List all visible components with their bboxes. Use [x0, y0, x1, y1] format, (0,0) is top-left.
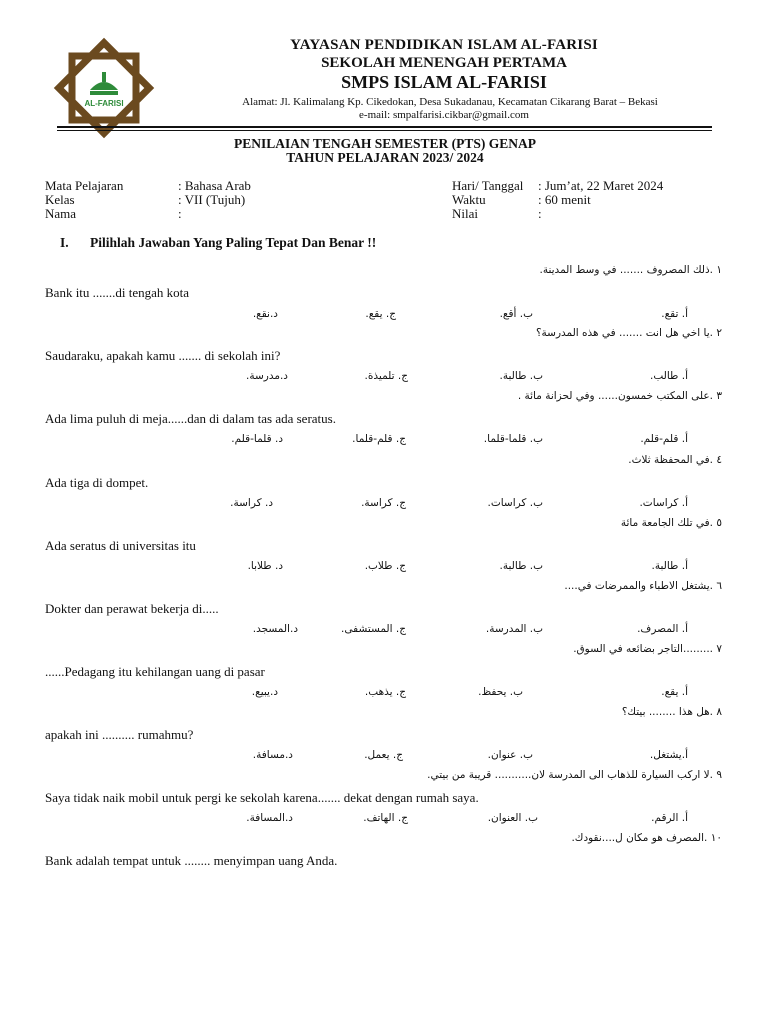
question-9-option-c[interactable]: ج. الهاتف.: [363, 812, 408, 824]
section-number: I.: [60, 235, 69, 250]
question-4-option-a[interactable]: أ. كراسات.: [639, 497, 688, 509]
question-9-option-a[interactable]: أ. الرقم.: [651, 812, 688, 824]
question-3-option-c[interactable]: ج. قلم-قلما.: [352, 433, 406, 445]
question-8-option-d[interactable]: د.مسافة.: [252, 749, 293, 761]
question-7-option-d[interactable]: د.يبيع.: [251, 686, 278, 698]
question-1-option-c[interactable]: ج. يقع.: [365, 308, 396, 320]
question-7-arabic: ٧ .........التاجر بضائعه في السوق.: [573, 643, 722, 655]
logo-text: AL-FARISI: [84, 99, 124, 108]
question-5-option-c[interactable]: ج. طلاب.: [364, 560, 406, 572]
question-6-option-a[interactable]: أ. المصرف.: [637, 623, 688, 635]
question-6-indonesian: Dokter dan perawat bekerja di.....: [45, 601, 219, 616]
question-5-option-d[interactable]: د. طلابا.: [247, 560, 283, 572]
question-1-arabic: ١ .ذلك المصروف ....... في وسط المدينة.: [539, 264, 722, 276]
question-8-option-b[interactable]: ب. عنوان.: [487, 749, 533, 761]
question-8-indonesian: apakah ini .......... rumahmu?: [45, 727, 194, 742]
question-10-arabic: ١٠ .المصرف هو مكان ل....نقودك.: [571, 832, 722, 844]
score-label: Nilai: [452, 206, 478, 221]
question-3-indonesian: Ada lima puluh di meja......dan di dalam tas ada seratus.: [45, 411, 336, 426]
class-label: Kelas: [45, 192, 75, 207]
class-value: : VII (Tujuh): [178, 192, 246, 207]
question-5-option-a[interactable]: أ. طالبة.: [651, 560, 688, 572]
date-value: : Jum’at, 22 Maret 2024: [538, 178, 664, 193]
question-7-option-a[interactable]: أ. يقع.: [661, 686, 688, 698]
question-5-option-b[interactable]: ب. طالبة.: [499, 560, 543, 572]
foundation-name: YAYASAN PENDIDIKAN ISLAM AL-FARISI: [290, 37, 598, 53]
question-5-arabic: ٥ .في تلك الجامعة مائة: [620, 517, 722, 529]
question-4-option-d[interactable]: د. كراسة.: [230, 497, 273, 509]
section-instruction: Pilihlah Jawaban Yang Paling Tepat Dan Benar !!: [90, 235, 377, 250]
question-2-option-d[interactable]: د.مدرسة.: [246, 370, 288, 382]
question-9-option-d[interactable]: د.المسافة.: [246, 812, 293, 824]
question-4-option-b[interactable]: ب. كراسات.: [487, 497, 543, 509]
question-6-option-d[interactable]: د.المسجد.: [252, 623, 298, 635]
score-value: :: [538, 206, 542, 221]
question-6-option-c[interactable]: ج. المستشفى.: [341, 623, 406, 635]
question-4-option-c[interactable]: ج. كراسة.: [361, 497, 406, 509]
question-1-indonesian: Bank itu .......di tengah kota: [45, 285, 190, 300]
question-1-option-b[interactable]: ب. أقع.: [499, 308, 533, 320]
question-8-option-c[interactable]: ج. يعمل.: [364, 749, 403, 761]
question-6-arabic: ٦ .يشتغل الاطباء والممرضات في....: [564, 580, 722, 592]
subject-value: : Bahasa Arab: [178, 178, 251, 193]
question-4-indonesian: Ada tiga di dompet.: [45, 475, 149, 490]
name-value: :: [178, 206, 182, 221]
question-2-indonesian: Saudaraku, apakah kamu ....... di sekolah ini?: [45, 348, 281, 363]
question-9-arabic: ٩ .لا اركب السيارة للذهاب الى المدرسة لان........... قريبة من بيتي.: [427, 769, 722, 781]
question-8-option-a[interactable]: أ.يشتغل.: [649, 749, 688, 761]
header-divider: [57, 126, 712, 128]
exam-title: PENILAIAN TENGAH SEMESTER (PTS) GENAP: [233, 136, 537, 151]
question-2-arabic: ٢ .يا اخي هل انت ....... في هذه المدرسة؟: [535, 327, 722, 339]
time-label: Waktu: [452, 192, 486, 207]
school-name: SMPS ISLAM AL-FARISI: [341, 72, 547, 92]
question-1-option-a[interactable]: أ. تقع.: [661, 308, 688, 320]
question-8-arabic: ٨ .هل هذا ........ بيتك؟: [621, 706, 722, 718]
date-label: Hari/ Tanggal: [452, 178, 524, 193]
question-5-indonesian: Ada seratus di universitas itu: [45, 538, 196, 553]
name-label: Nama: [45, 206, 77, 221]
header-divider-thin: [57, 130, 712, 131]
question-2-option-c[interactable]: ج. تلميذة.: [364, 370, 408, 382]
time-value: : 60 menit: [538, 192, 591, 207]
question-2-option-a[interactable]: أ. طالب.: [650, 370, 688, 382]
subject-label: Mata Pelajaran: [45, 178, 124, 193]
question-3-option-d[interactable]: د. قلما-قلم.: [231, 433, 283, 445]
question-9-indonesian: Saya tidak naik mobil untuk pergi ke sekolah karena....... dekat dengan rumah saya.: [45, 790, 479, 805]
question-10-indonesian: Bank adalah tempat untuk ........ menyimpan uang Anda.: [45, 853, 338, 868]
question-9-option-b[interactable]: ب. العنوان.: [487, 812, 538, 824]
question-4-arabic: ٤ .في المحفظة ثلاث.: [628, 454, 722, 466]
question-3-arabic: ٣ .على المكتب خمسون...... وفي لحزانة مائة .: [517, 390, 722, 402]
school-email: e-mail: smpalfarisi.cikbar@gmail.com: [359, 109, 529, 121]
school-level: SEKOLAH MENENGAH PERTAMA: [321, 55, 567, 71]
question-7-indonesian: ......Pedagang itu kehilangan uang di pasar: [45, 664, 265, 679]
question-3-option-a[interactable]: أ. قلم-قلم.: [640, 433, 688, 445]
question-2-option-b[interactable]: ب. طالبة.: [499, 370, 543, 382]
question-1-option-d[interactable]: د.نقع.: [252, 308, 278, 320]
question-7-option-b[interactable]: ب. يحفظ.: [478, 686, 523, 698]
exam-year: TAHUN PELAJARAN 2023/ 2024: [286, 150, 484, 165]
question-3-option-b[interactable]: ب. قلما-قلما.: [483, 433, 543, 445]
school-address: Alamat: Jl. Kalimalang Kp. Cikedokan, Desa Sukadanau, Kecamatan Cikarang Barat – Bekasi: [242, 96, 658, 108]
question-7-option-c[interactable]: ج. يذهب.: [364, 686, 406, 698]
question-6-option-b[interactable]: ب. المدرسة.: [485, 623, 543, 635]
